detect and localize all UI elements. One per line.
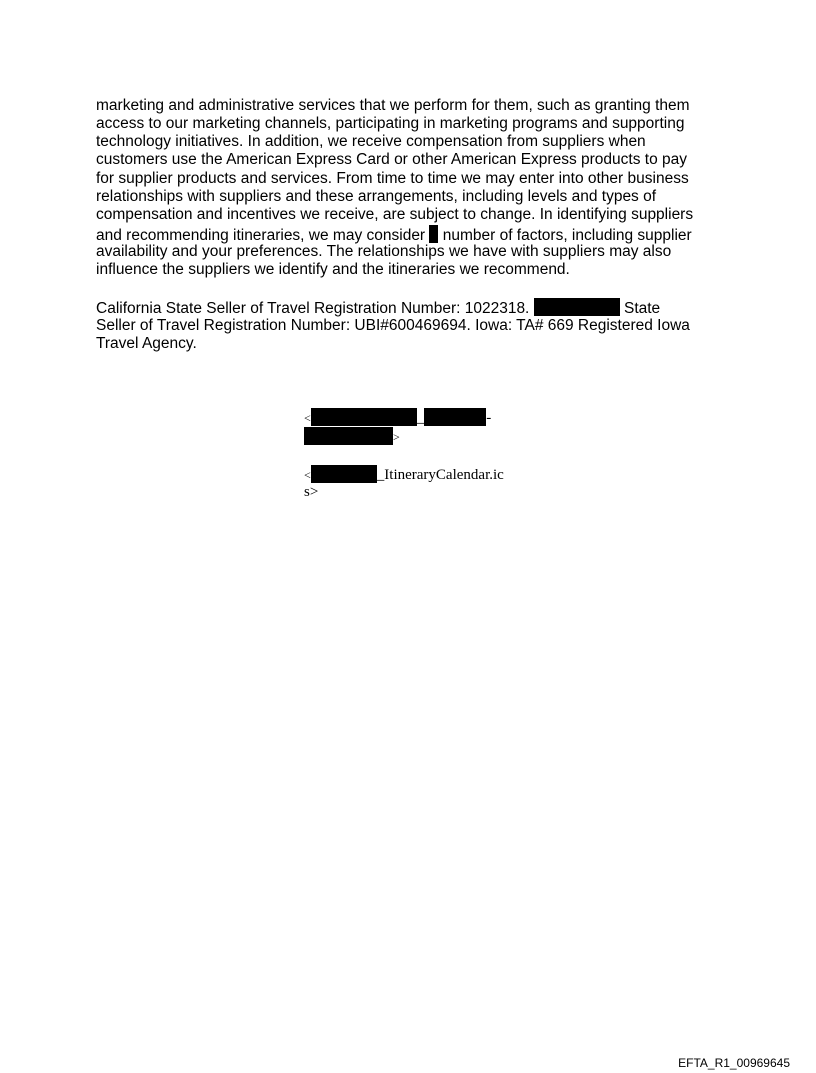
redaction-box <box>311 408 417 426</box>
registration-line-3: Travel Agency. <box>96 335 197 352</box>
redaction-box <box>311 465 377 483</box>
disclosure-line-5: for supplier products and services. From time to time we may enter into other business <box>96 170 689 187</box>
disclosure-line-1: marketing and administrative services that we perform for them, such as granting them <box>96 97 690 114</box>
registration-line-1 <box>96 298 660 318</box>
registration-line-1-start: California State Seller of Travel Registration Number: 1022318. <box>96 300 534 317</box>
attachment-reference-2 <box>304 465 504 501</box>
attachment-open-bracket: < <box>304 411 311 425</box>
redaction-box <box>424 408 486 426</box>
disclosure-line-10: influence the suppliers we identify and the itineraries we recommend. <box>96 261 570 278</box>
disclosure-line-2: access to our marketing channels, participating in marketing programs and supporting <box>96 115 685 132</box>
attachment-filename-wrap: s> <box>304 484 319 500</box>
disclosure-line-7: compensation and incentives we receive, are subject to change. In identifying suppliers <box>96 206 694 223</box>
disclosure-line-8 <box>96 225 692 245</box>
redaction-box <box>534 298 620 316</box>
attachment-separator: _ <box>416 410 425 426</box>
redaction-box <box>304 427 393 445</box>
disclosure-line-8-start: and recommending itineraries, we may consider <box>96 227 430 244</box>
registration-line-2: Seller of Travel Registration Number: UBI#600469694. Iowa: TA# 669 Registered Iowa <box>96 317 690 334</box>
disclosure-line-8-end: number of factors, including supplier <box>438 227 692 244</box>
disclosure-line-3: technology initiatives. In addition, we receive compensation from suppliers when <box>96 133 646 150</box>
attachment-dash: - <box>486 410 492 426</box>
registration-line-1-end: State <box>619 300 661 317</box>
disclosure-line-6: relationships with suppliers and these arrangements, including levels and types of <box>96 188 657 205</box>
disclosure-line-9: availability and your preferences. The relationships we have with suppliers may also <box>96 243 672 260</box>
attachment-close-bracket: > <box>393 430 400 444</box>
attachment-reference-1 <box>304 408 491 446</box>
disclosure-line-4: customers use the American Express Card or other American Express products to pay <box>96 151 687 168</box>
attachment-filename: _ItineraryCalendar.ic <box>376 467 504 483</box>
attachment-open-bracket: < <box>304 468 311 482</box>
document-id: EFTA_R1_00969645 <box>678 1056 790 1070</box>
